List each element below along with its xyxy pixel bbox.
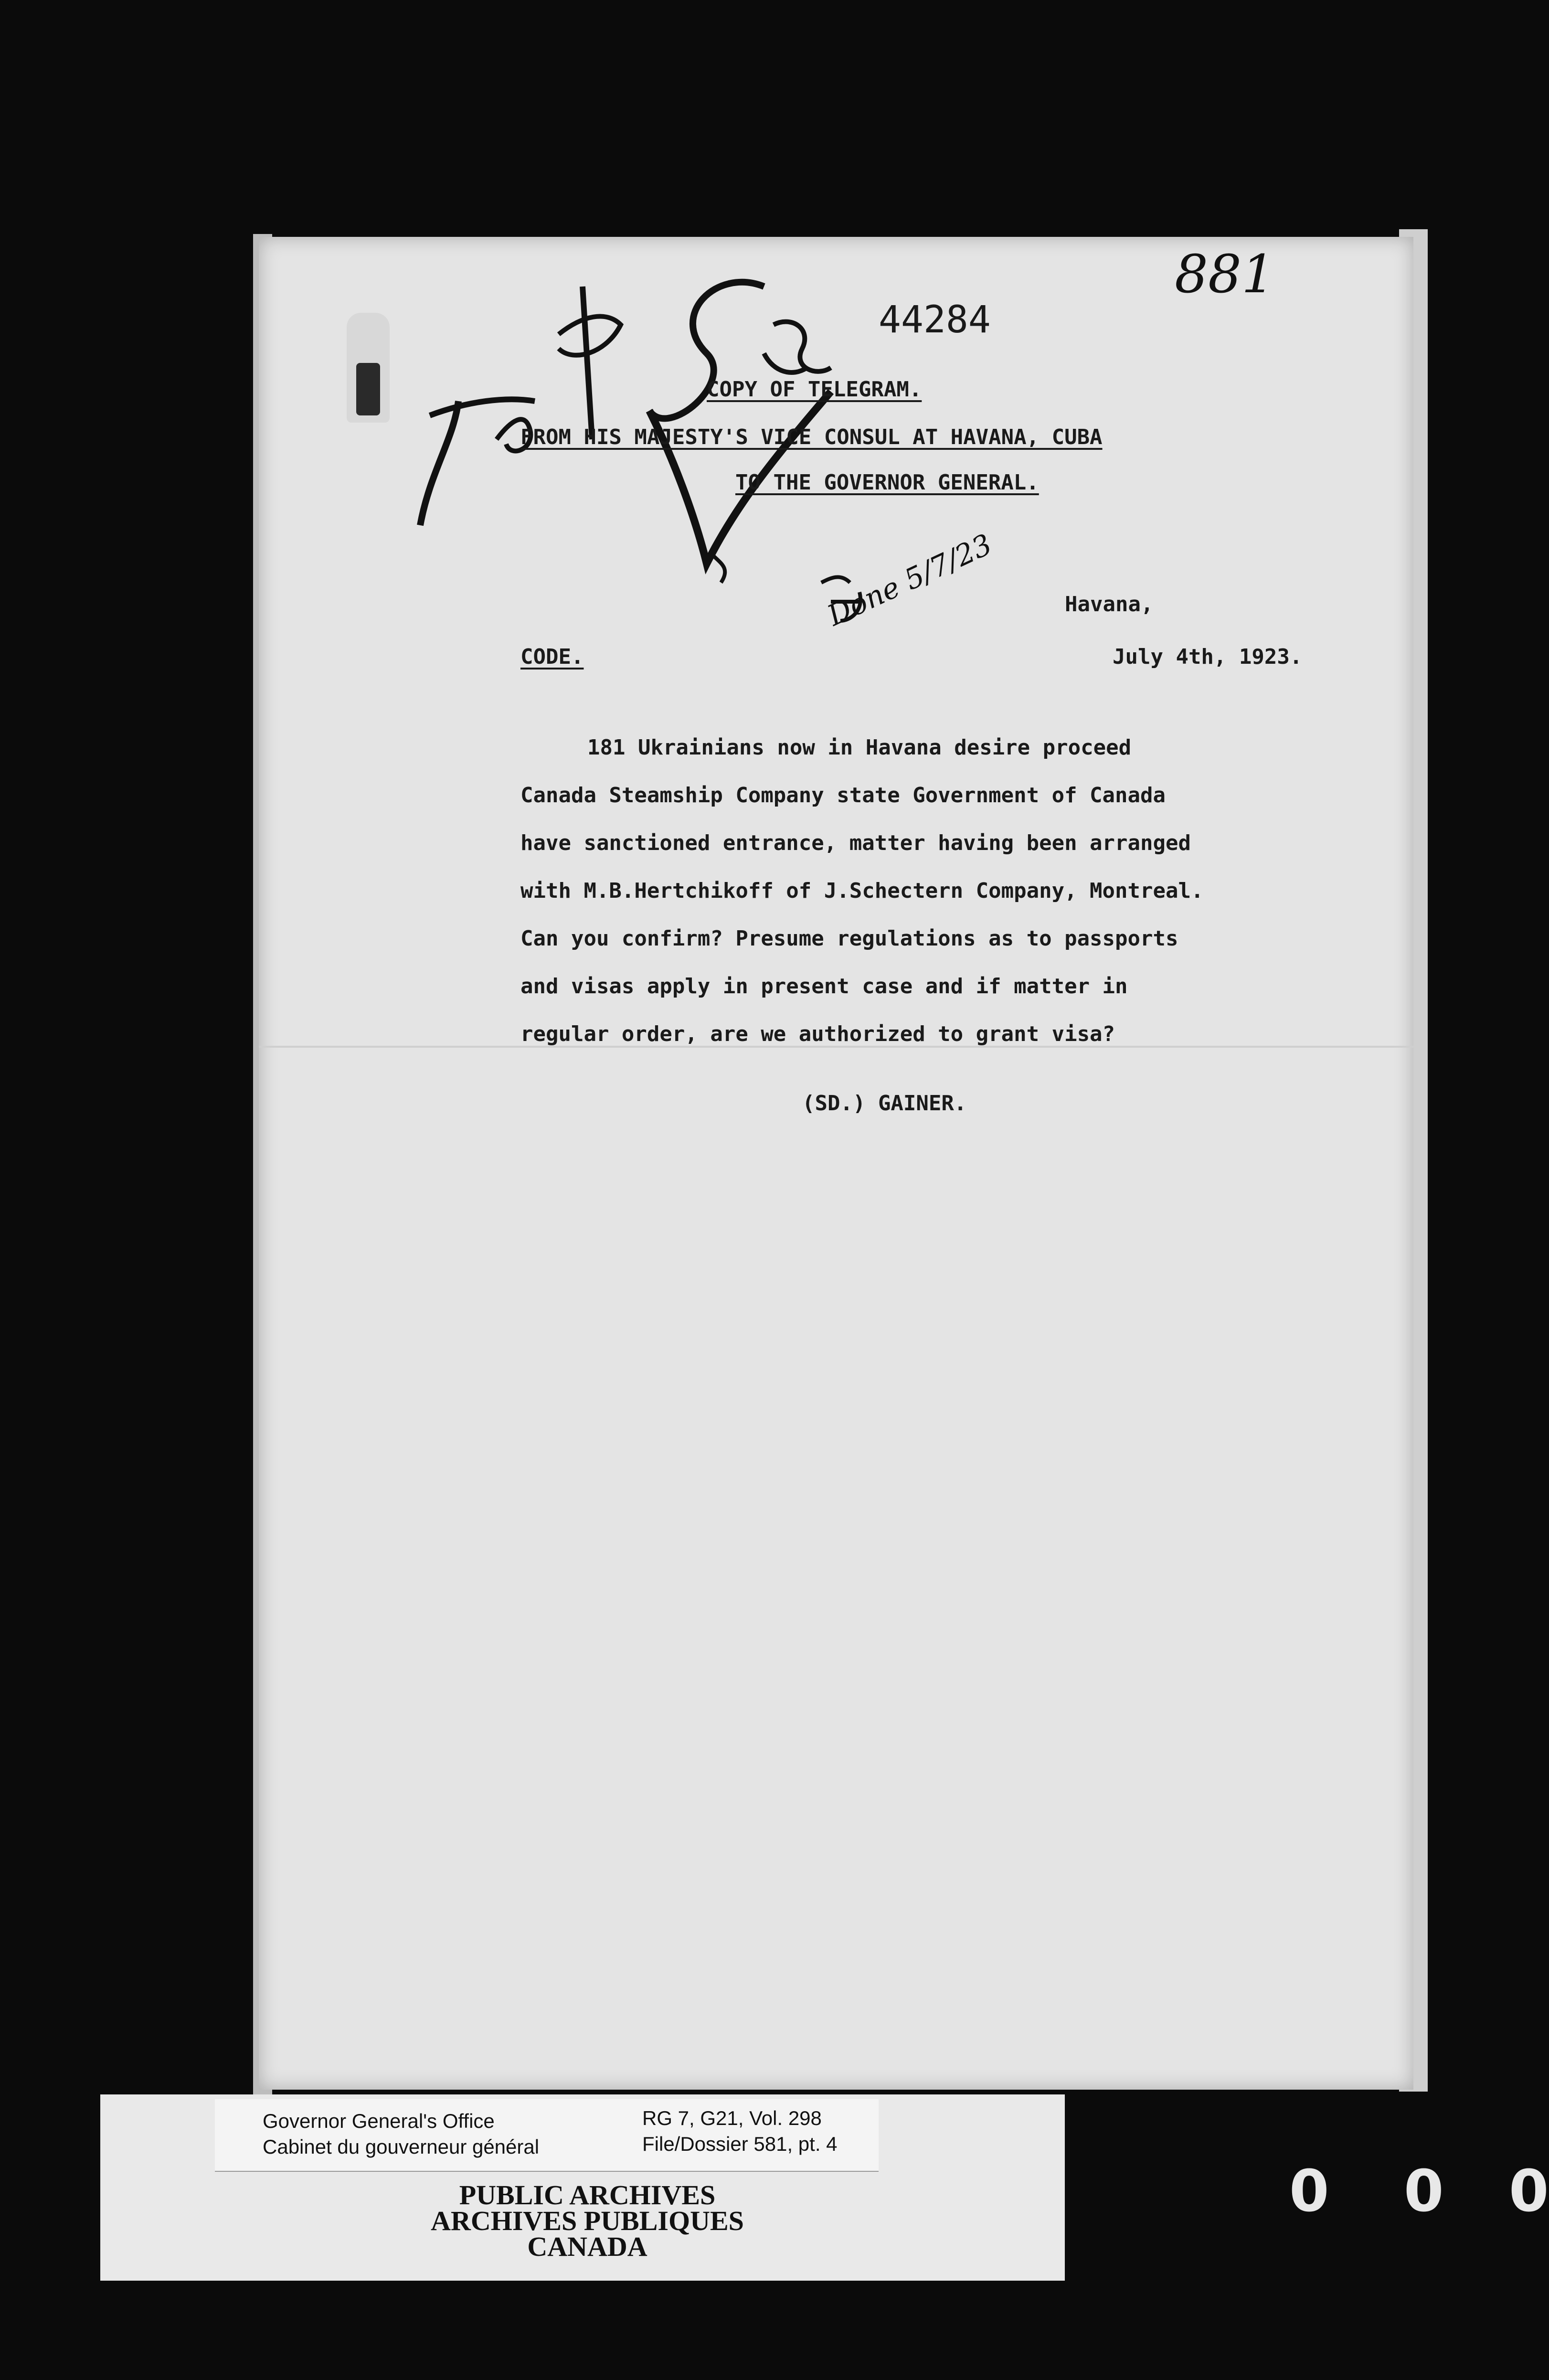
- frame-counter-digit: 0: [1404, 2158, 1444, 2225]
- telegram-signature: (SD.) GAINER.: [802, 1091, 967, 1116]
- archive-stamp-line: ARCHIVES PUBLIQUES: [431, 2205, 744, 2236]
- record-group-reference: RG 7, G21, Vol. 298: [642, 2107, 822, 2129]
- office-french: Cabinet du gouverneur général: [263, 2136, 540, 2158]
- register-number: 44284: [879, 298, 991, 341]
- telegram-body-line: regular order, are we authorized to grant visa?: [520, 1022, 1115, 1046]
- archive-stamp-line: CANADA: [527, 2231, 647, 2262]
- telegram-body-line: 181 Ukrainians now in Havana desire proceed: [587, 735, 1132, 760]
- telegram-body-line: Canada Steamship Company state Government of Canada: [520, 783, 1166, 808]
- office-english: Governor General's Office: [263, 2110, 495, 2132]
- telegram-code: CODE.: [520, 645, 584, 669]
- telegram-heading: COPY OF TELEGRAM.: [707, 377, 922, 402]
- telegram-body-line: and visas apply in present case and if matter in: [520, 974, 1128, 999]
- frame-counter-digit: 0: [1289, 2158, 1329, 2225]
- paper-clip-hole: [356, 363, 380, 415]
- telegram-to-line: TO THE GOVERNOR GENERAL.: [735, 470, 1039, 495]
- telegram-body-line: have sanctioned entrance, matter having been arranged: [520, 831, 1191, 855]
- telegram-date: July 4th, 1923.: [1113, 645, 1303, 669]
- telegram-from-line: FROM HIS MAJESTY'S VICE CONSUL AT HAVANA, CUBA: [520, 425, 1103, 449]
- handwritten-note: Done 5/7/23: [822, 527, 997, 633]
- telegram-place: Havana,: [1065, 592, 1154, 616]
- page-number-handwritten: 881: [1175, 244, 1275, 305]
- frame-counter-digit: 0: [1509, 2158, 1549, 2225]
- archive-stamp-line: PUBLIC ARCHIVES: [459, 2179, 716, 2210]
- telegram-body-line: with M.B.Hertchikoff of J.Schectern Company, Montreal.: [520, 879, 1204, 903]
- telegram-body-line: Can you confirm? Presume regulations as to passports: [520, 926, 1178, 951]
- file-reference: File/Dossier 581, pt. 4: [642, 2133, 838, 2155]
